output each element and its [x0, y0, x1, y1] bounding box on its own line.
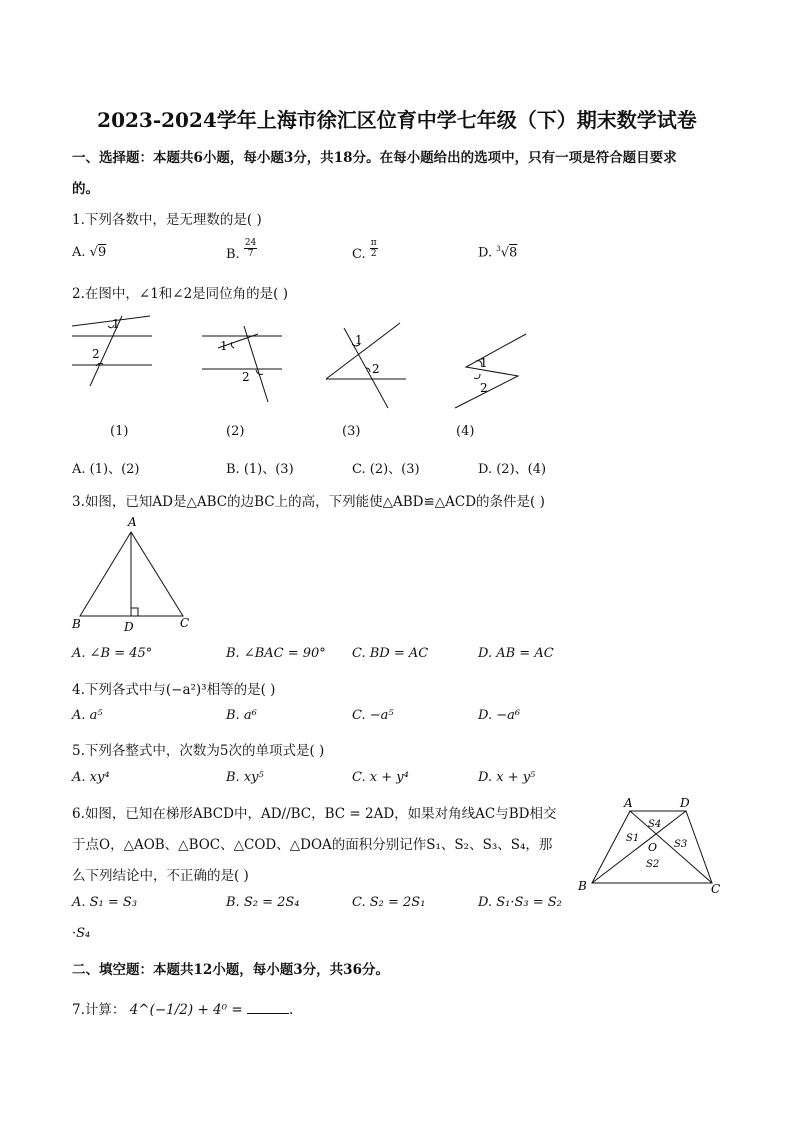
q6-point-o: O — [648, 841, 658, 854]
figure-3 — [326, 323, 406, 408]
q3-triangle-figure — [0, 510, 794, 635]
q7-stem: 7.计算： 4^(−1/2) + 4⁰ = . — [72, 1002, 294, 1018]
q6-option-c: C. S₂ = 2S₁ — [352, 895, 426, 910]
q6-option-d: D. S₁·S₃ = S₂ — [478, 895, 562, 910]
q4-option-c: C. −a⁵ — [352, 708, 394, 723]
fig-label-3: (3) — [342, 424, 361, 439]
q7-answer-blank[interactable] — [247, 1001, 289, 1014]
figure-2 — [202, 326, 282, 402]
q3-option-a: A. ∠B = 45° — [72, 646, 153, 661]
fig4-angle2-label: 2 — [480, 381, 488, 395]
q6-area-s2: S2 — [646, 859, 660, 870]
fig1-angle1-label: 1 — [112, 317, 120, 331]
q4-stem: 4.下列各式中与(−a²)³相等的是( ) — [72, 682, 276, 698]
q6-point-a: A — [624, 796, 633, 810]
q2-option-a: A. (1)、(2) — [72, 462, 140, 477]
q5-option-d: D. x + y⁵ — [478, 770, 536, 785]
fig2-angle1-label: 1 — [220, 339, 228, 353]
page-title: 2023-2024学年上海市徐汇区位育中学七年级（下）期末数学试卷 — [97, 108, 697, 132]
q6-option-b: B. S₂ = 2S₄ — [226, 895, 300, 910]
q4-option-a: A. a⁵ — [72, 708, 103, 723]
q6-area-s4: S4 — [648, 819, 662, 830]
q1-stem: 1.下列各数中，是无理数的是( ) — [72, 212, 262, 228]
q2-option-b: B. (1)、(3) — [226, 462, 294, 477]
q1-option-a: A. √9 — [72, 245, 107, 260]
q2-option-c: C. (2)、(3) — [352, 462, 420, 477]
q3-point-b: B — [72, 617, 81, 631]
fig-label-1: (1) — [110, 424, 129, 439]
fig3-angle1-label: 1 — [355, 333, 363, 347]
q4-option-d: D. −a⁶ — [478, 708, 521, 723]
fig1-angle2-label: 2 — [92, 347, 100, 361]
q6-point-d: D — [680, 796, 690, 810]
section1-heading: 一、选择题：本题共6小题，每小题3分，共18分。在每小题给出的选项中，只有一项是符合题目要求 — [72, 150, 677, 166]
fig4-angle1-label: 1 — [480, 356, 488, 370]
fig3-angle2-label: 2 — [372, 362, 380, 376]
q6-area-s1: S1 — [626, 833, 640, 844]
q6-option-a: A. S₁ = S₃ — [72, 895, 138, 910]
q6-trapezoid-figure — [0, 795, 794, 905]
section2-heading: 二、填空题：本题共12小题，每小题3分，共36分。 — [72, 962, 389, 978]
q2-figures — [0, 300, 794, 420]
fig-label-2: (2) — [226, 424, 245, 439]
q1-option-c: C. $\frac{\pi}{2}$ — [352, 238, 377, 262]
q3-point-a: A — [128, 515, 137, 529]
q3-option-d: D. AB = AC — [478, 646, 554, 661]
q4-option-b: B. a⁶ — [226, 708, 257, 723]
fig-label-4: (4) — [456, 424, 475, 439]
q6-stem-line2: 于点O，△AOB、△BOC、△COD、△DOA的面积分别记作S₁、S₂、S₃、S₄，那 — [72, 837, 553, 853]
q5-option-a: A. xy⁴ — [72, 770, 110, 785]
section1-heading-cont: 的。 — [72, 181, 99, 197]
q3-option-b: B. ∠BAC = 90° — [226, 646, 326, 661]
q2-stem: 2.在图中，∠1和∠2是同位角的是( ) — [72, 286, 289, 302]
fig2-angle2-label: 2 — [242, 370, 250, 384]
q3-point-d: D — [124, 620, 134, 634]
q3-point-c: C — [180, 616, 190, 630]
q5-stem: 5.下列各整式中，次数为5次的单项式是( ) — [72, 743, 325, 759]
q6-point-c: C — [711, 882, 721, 896]
q3-option-c: C. BD = AC — [352, 646, 429, 661]
q5-option-c: C. x + y⁴ — [352, 770, 409, 785]
q6-point-b: B — [578, 879, 587, 893]
q1-option-b: B. $\frac{24}{7}$ — [226, 238, 257, 262]
q6-stem-line3: 么下列结论中，不正确的是( ) — [72, 868, 249, 884]
q1-option-d: D. $^3$√8 — [478, 245, 518, 261]
q2-option-d: D. (2)、(4) — [478, 462, 547, 477]
q6-area-s3: S3 — [674, 839, 688, 850]
figure-4 — [455, 334, 526, 408]
q6-stem-line1: 6.如图，已知在梯形ABCD中，AD//BC，BC = 2AD，如果对角线AC与BD相交 — [72, 806, 557, 822]
q7-expression: 4^(−1/2) + 4⁰ = — [129, 1002, 243, 1018]
q3-stem: 3.如图，已知AD是△ABC的边BC上的高，下列能使△ABD≌△ACD的条件是( ) — [72, 494, 545, 510]
q5-option-b: B. xy⁵ — [226, 770, 264, 785]
q6-option-d-cont: ·S₄ — [72, 926, 91, 941]
